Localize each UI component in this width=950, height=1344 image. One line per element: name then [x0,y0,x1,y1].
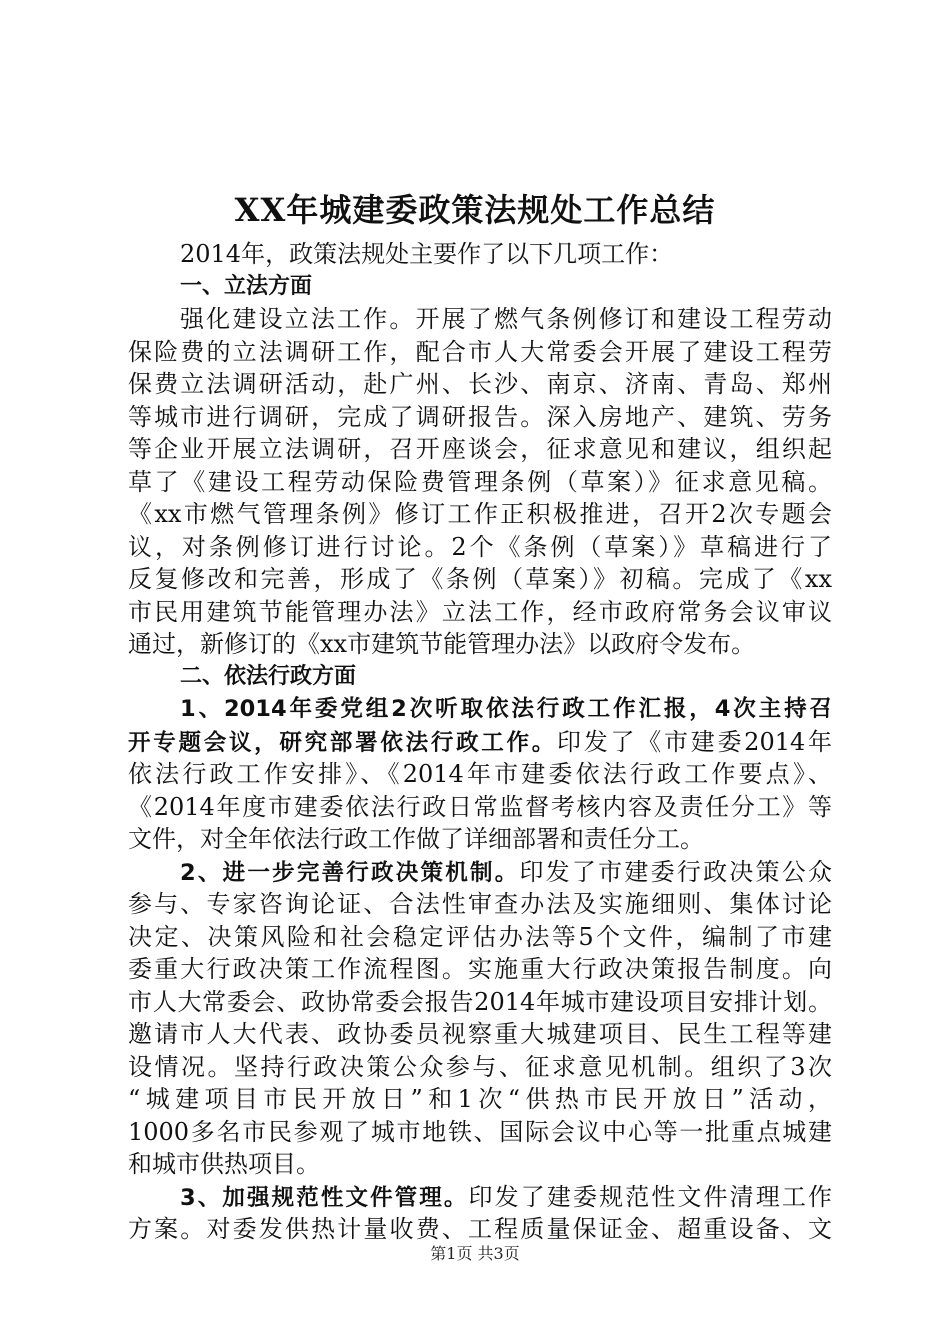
section-heading-administration: 二、依法行政方面 [180,663,357,689]
paragraph-line: 通过，新修订的《xx市建筑节能管理办法》以政府令发布。 [128,630,756,658]
paragraph-line [128,726,832,759]
paragraph-line: 邀请市人大代表、政协委员视察重大城建项目、民生工程等建 [128,1020,832,1048]
paragraph-line: “城建项目市民开放日”和1次“供热市民开放日”活动， [128,1085,832,1113]
paragraph-line: 1000多名市民参观了城市地铁、国际会议中心等一批重点城建 [128,1117,832,1146]
bold-lead-text: 开专题会议，研究部署依法行政工作。 [128,729,558,756]
paragraph-line: 依法行政工作安排》、《2014年市建委依法行政工作要点》、 [128,760,832,788]
paragraph-line: 等城市进行调研，完成了调研报告。深入房地产、建筑、劳务 [128,402,832,431]
paragraph-line: 草了《建设工程劳动保险费管理条例（草案）》征求意见稿。 [128,467,832,496]
paragraph-line: 和城市供热项目。 [128,1150,320,1178]
paragraph-line-bold: 1、2014年委党组2次听取依法行政工作汇报，4次主持召 [180,696,832,722]
paragraph-line: 等企业开展立法调研，召开座谈会，征求意见和建议，组织起 [128,435,832,463]
paragraph-line: 设情况。坚持行政决策公众参与、征求意见机制。组织了3次 [128,1052,832,1081]
paragraph-line: 委重大行政决策工作流程图。实施重大行政决策报告制度。向 [128,955,832,983]
section-heading-legislation: 一、立法方面 [180,273,313,299]
paragraph-line: 《xx市燃气管理条例》修订工作正积极推进，召开2次专题会 [128,500,832,528]
paragraph-line: 保费立法调研活动，赴广州、长沙、南京、济南、青岛、郑州 [128,370,832,398]
paragraph-line: 参与、专家咨询论证、合法性审查办法及实施细则、集体讨论 [128,890,832,918]
bold-lead-text: 3、加强规范性文件管理。 [180,1184,469,1211]
paragraph-line [128,856,832,889]
paragraph-text: 印发了《市建委2014年 [557,727,832,756]
document-body [128,238,832,1246]
paragraph-line: 市人大常委会、政协常委会报告2014年城市建设项目安排计划。 [128,987,832,1016]
intro-line: 2014年，政策法规处主要作了以下几项工作： [180,240,674,268]
paragraph-text: 印发了建委规范性文件清理工作 [468,1182,833,1211]
paragraph-line: 《2014年度市建委依法行政日常监督考核内容及责任分工》等 [128,792,832,821]
paragraph-line: 市民用建筑节能管理办法》立法工作，经市政府常务会议审议 [128,597,832,626]
bold-lead-text: 2、进一步完善行政决策机制。 [180,859,520,886]
paragraph-line: 反复修改和完善，形成了《条例（草案）》初稿。完成了《xx [128,565,832,593]
paragraph-line: 议，对条例修订进行讨论。2个《条例（草案）》草稿进行了 [128,532,832,561]
paragraph-text: 印发了市建委行政决策公众 [519,857,833,886]
paragraph-line: 决定、决策风险和社会稳定评估办法等5个文件，编制了市建 [128,922,832,951]
paragraph-line [128,1181,832,1214]
paragraph-line: 保险费的立法调研工作，配合市人大常委会开展了建设工程劳 [128,337,832,366]
paragraph-line: 强化建设立法工作。开展了燃气条例修订和建设工程劳动 [180,305,832,333]
document-title: XX年城建委政策法规处工作总结 [234,191,716,229]
paragraph-line: 方案。对委发供热计量收费、工程质量保证金、超重设备、文 [128,1215,832,1243]
paragraph-line: 文件，对全年依法行政工作做了详细部署和责任分工。 [128,825,704,853]
page-footer: 第1页 共3页 [430,1244,520,1263]
